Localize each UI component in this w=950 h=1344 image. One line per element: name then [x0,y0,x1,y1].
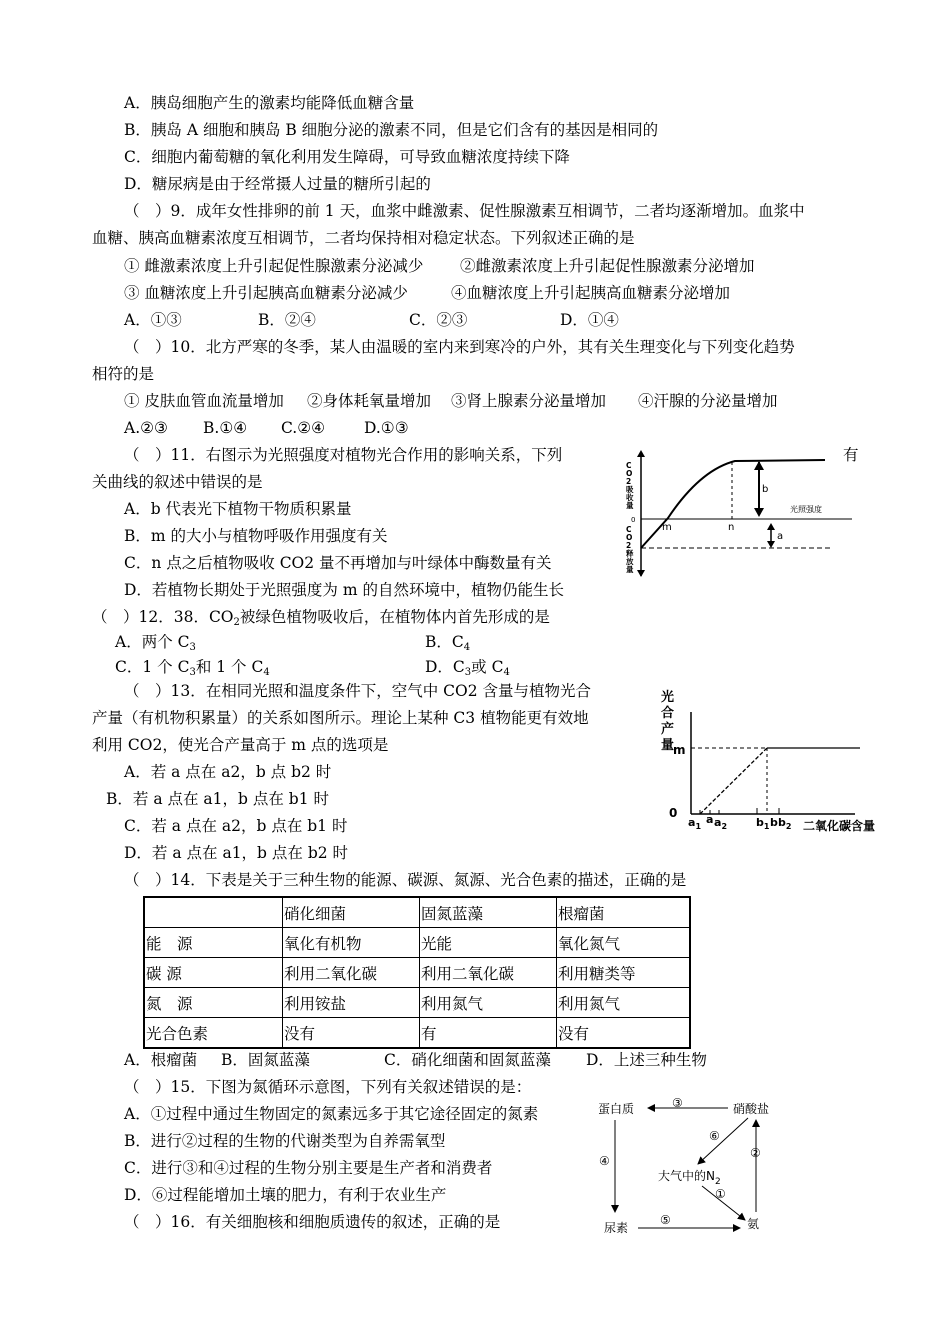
q13-option-c: C．若 a 点在 a2，b 点在 b1 时 [124,817,348,835]
q14-cell: 利用二氧化碳 [420,958,557,988]
q13-b2-letter: b [778,816,786,829]
q14-option-d: D．上述三种生物 [586,1051,707,1069]
q13-stem-line1: （ ）13．在相同光照和温度条件下，空气中 CO2 含量与植物光合 [124,682,592,700]
q8-option-d: D．糖尿病是由于经常摄人过量的糖所引起的 [124,175,431,193]
q8-option-b: B．胰岛 A 细胞和胰岛 B 细胞分泌的激素不同，但是它们含有的基因是相同的 [124,121,659,139]
q11-light-intensity-graph [620,448,860,580]
q12-option-b-text: B．C [425,633,464,651]
q15-stem: （ ）15．下图为氮循环示意图，下列有关叙述错误的是： [124,1078,532,1096]
q13-option-a: A．若 a 点在 a2，b 点 b2 时 [124,763,332,781]
q11-option-b: B．m 的大小与植物呼吸作用强度有关 [124,527,388,545]
q9-statement-4: ④血糖浓度上升引起胰高血糖素分泌增加 [451,284,731,302]
q14-cell: 利用糖类等 [557,958,691,988]
q14-cell: 利用铵盐 [283,988,420,1018]
q11-y-label-top-c1: C [626,461,632,470]
q15-option-c: C．进行③和④过程的生物分别主要是生产者和消费者 [124,1159,493,1177]
q11-n-label: n [728,522,735,533]
q10-stem-line2: 相符的是 [92,365,155,383]
q14-row-label: 能 源 [144,928,283,958]
q12-option-c-sub2: 4 [263,667,270,678]
q11-a-arrowhead-up [767,523,775,530]
q14-cell: 利用二氧化碳 [283,958,420,988]
q13-m-label: m [673,743,686,757]
q11-y-arrow-down [637,570,645,577]
q9-option-d: D．①④ [560,311,619,329]
q13-a2-sub: 2 [721,822,728,831]
q14-row-label: 光合色素 [144,1018,283,1049]
q11-origin-label: 0 [631,516,636,524]
q10-statement-4: ④汗腺的分泌量增加 [638,392,778,410]
q14-option-a: A．根瘤菌 [124,1051,198,1069]
q11-option-a: A．b 代表光下植物干物质积累量 [124,500,352,518]
q13-a1-letter: a [688,816,696,829]
q11-y-label-bottom-c4: 释 [626,549,634,558]
q15-label-2: ② [750,1146,761,1160]
q13-y-label-c1: 光 [661,690,675,705]
q11-stem-line1-end: 有 [843,446,859,464]
q14-cell: 光能 [420,928,557,958]
q15-node-ammonia: 氨 [747,1217,760,1231]
q13-option-d: D．若 a 点在 a1，b 点在 b2 时 [124,844,349,862]
q12-stem [92,606,550,628]
table-row [144,928,690,958]
q15-nitrogen-cycle-diagram [590,1090,790,1240]
q14-row-label: 氮 源 [144,988,283,1018]
q15-arrow-6 [698,1118,748,1164]
q12-option-c-mid: 和 1 个 C [195,658,264,676]
q11-y-label-bottom-c6: 量 [626,565,634,574]
q12-option-b-sub: 4 [463,642,471,653]
q11-b-arrowhead-down [754,508,764,517]
q13-a-label: a [706,813,714,826]
q13-rising-segment [700,748,767,814]
q13-b2-sub: 2 [785,822,792,831]
q11-option-d: D．若植物长期处于光照强度为 m 的自然环境中，植物仍能生长 [124,581,564,599]
q12-option-d-mid: 或 C [471,658,504,676]
table-row [144,988,690,1018]
q14-cell: 利用氮气 [420,988,557,1018]
q14-cell: 没有 [557,1018,691,1049]
q12-option-a [115,631,196,653]
q11-y-label-bottom-c5: 放 [626,557,634,566]
q13-y-label-c2: 合 [661,706,675,721]
q14-table [143,896,691,1049]
q14-cell: 有 [420,1018,557,1049]
q12-option-c [115,656,270,678]
q13-x-tick-labels [688,813,791,831]
q14-header-blank [144,897,283,928]
q13-a1-sub: 1 [695,822,702,831]
q10-option-d: D.①③ [364,419,409,437]
q11-y-label-top-c2: O [626,469,633,478]
q11-y-arrow-up [637,450,645,457]
table-row [144,958,690,988]
q15-option-a: A．①过程中通过生物固定的氮素远多于其它途径固定的氮素 [124,1105,539,1123]
q11-y-label-bottom-c3: 2 [626,541,632,550]
q10-option-c: C.②④ [281,419,326,437]
q15-label-1: ① [715,1187,726,1201]
q12-option-b [425,631,470,653]
q15-option-b: B．进行②过程的生物的代谢类型为自养需氧型 [124,1132,446,1150]
q14-option-b: B．固氮蓝藻 [221,1051,310,1069]
q10-option-a: A.②③ [124,419,168,437]
q12-option-d-text: D．C [425,658,465,676]
q12-option-c-sub1: 3 [189,667,196,678]
q11-stem-line2: 关曲线的叙述中错误的是 [92,473,263,491]
q12-stem-sub: 2 [233,617,240,628]
q15-label-4: ④ [599,1154,610,1168]
q11-curve [641,460,825,548]
q10-statement-1: ① 皮肤血管血流量增加 [124,392,284,410]
q13-b2-label [778,816,791,831]
q11-m-label: m [662,522,672,533]
q12-stem-pre: （ ）12．38．CO [92,608,234,626]
q15-label-5: ⑤ [660,1213,671,1227]
q13-x-label: 二氧化碳含量 [803,819,876,833]
q11-y-label-top-c5: 收 [626,493,634,502]
q15-label-3: ③ [672,1096,683,1110]
q8-option-a: A．胰岛细胞产生的激素均能降低血糖含量 [124,94,415,112]
table-row [144,897,690,928]
q13-a2-label [714,816,727,831]
q15-node-nitrate: 硝酸盐 [733,1102,770,1116]
q14-row-label: 碳 源 [144,958,283,988]
q14-header-1: 硝化细菌 [283,897,420,928]
table-row [144,1018,690,1049]
q13-stem-line2: 产量（有机物积累量）的关系如图所示。理论上某种 C3 植物能更有效地 [92,709,589,727]
q15-label-6: ⑥ [709,1129,720,1143]
q9-stem-line1: （ ）9．成年女性排卵的前 1 天，血浆中雌激素、促性腺激素互相调节，二者均逐渐增加。血浆中 [124,202,805,220]
q11-b-label: b [762,484,769,495]
q14-stem: （ ）14．下表是关于三种生物的能源、碳源、氮源、光合色素的描述，正确的是 [124,871,687,889]
q11-y-label-top-c3: 2 [626,477,632,486]
q13-y-label-c4: 量 [661,738,675,753]
q14-header-2: 固氮蓝藻 [420,897,557,928]
q8-option-c: C．细胞内葡萄糖的氧化利用发生障碍，可导致血糖浓度持续下降 [124,148,570,166]
q11-y-label-top [626,461,634,510]
q15-node-n2 [658,1168,721,1187]
q13-b1-label [756,816,770,831]
q14-cell: 氧化有机物 [283,928,420,958]
q12-option-a-text: A．两个 C [115,633,190,651]
q14-cell: 利用氮气 [557,988,691,1018]
q15-option-d: D．⑥过程能增加土壤的肥力，有利于农业生产 [124,1186,447,1204]
q12-option-d-sub1: 3 [464,667,472,678]
q13-a1-label [688,816,701,831]
q16-stem: （ ）16．有关细胞核和细胞质遗传的叙述，正确的是 [124,1213,501,1231]
q11-stem-line1: （ ）11．右图示为光照强度对植物光合作用的影响关系，下列 [124,446,563,464]
q11-y-label-bottom [626,525,634,574]
q10-option-b: B.①④ [203,419,248,437]
q15-node-urea: 尿素 [604,1221,629,1235]
q11-y-label-top-c4: 吸 [626,485,634,494]
q11-option-c: C．n 点之后植物吸收 CO2 量不再增加与叶绿体中酶数量有关 [124,554,552,572]
q12-option-a-sub: 3 [189,642,196,653]
q15-node-protein: 蛋白质 [598,1102,635,1116]
q15-node-n2-sub: 2 [714,1177,721,1187]
q13-b-label: b [770,816,778,829]
q11-a-label: a [777,531,784,542]
q11-b-arrowhead-up [754,461,764,470]
q13-a2-letter: a [714,816,722,829]
q9-statement-2: ②雌激素浓度上升引起促性腺激素分泌增加 [460,257,755,275]
q13-y-label-c3: 产 [661,722,675,737]
q11-y-label-bottom-c1: C [626,525,632,534]
q13-co2-yield-graph [655,686,895,838]
q12-option-d-sub2: 4 [503,667,510,678]
q11-x-label: 光照强度 [790,505,822,514]
q14-cell: 没有 [283,1018,420,1049]
q9-statement-3: ③ 血糖浓度上升引起胰高血糖素分泌减少 [124,284,408,302]
q11-a-arrowhead-down [767,541,775,548]
q13-option-b: B．若 a 点在 a1，b 点在 b1 时 [106,790,330,808]
q11-y-label-bottom-c2: O [626,533,633,542]
q12-stem-post: 被绿色植物吸收后，在植物体内首先形成的是 [239,608,550,626]
q9-option-b: B．②④ [258,311,316,329]
q10-stem-line1: （ ）10．北方严寒的冬季，某人由温暖的室内来到寒冷的户外，其有关生理变化与下列变化趋势 [124,338,795,356]
q13-origin-label: 0 [669,806,678,820]
q11-y-label-top-c6: 量 [626,501,634,510]
q14-header-3: 根瘤菌 [557,897,691,928]
q15-node-n2-text: 大气中的N [658,1169,715,1183]
q13-b1-letter: b [756,816,764,829]
q9-stem-line2: 血糖、胰高血糖素浓度互相调节，二者均保持相对稳定状态。下列叙述正确的是 [92,229,635,247]
q14-cell: 氧化氮气 [557,928,691,958]
q14-option-c: C．硝化细菌和固氮蓝藻 [384,1051,551,1069]
q10-statement-3: ③肾上腺素分泌量增加 [451,392,607,410]
q9-option-a: A．①③ [124,311,182,329]
q12-option-c-text: C．1 个 C [115,658,190,676]
q13-stem-line3: 利用 CO2，使光合产量高于 m 点的选项是 [92,736,389,754]
q9-option-c: C．②③ [409,311,468,329]
q12-option-d [425,656,510,678]
q10-statement-2: ②身体耗氧量增加 [307,392,432,410]
q9-statement-1: ① 雌激素浓度上升引起促性腺激素分泌减少 [124,257,424,275]
q13-b1-sub: 1 [763,822,770,831]
